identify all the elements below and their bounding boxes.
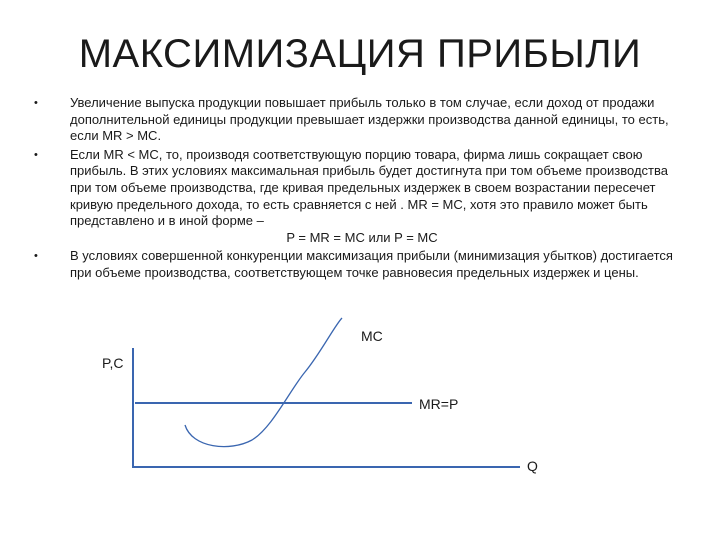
bullet-text: В условиях совершенной конкуренции максимизация прибыли (минимизация убытков) достигается при объеме производства, соответствующем точке равновесия предельных издержек и цены. <box>70 248 673 280</box>
bullet-dot-icon: • <box>34 250 38 263</box>
bullet-dot-icon: • <box>34 97 38 109</box>
bullet-text: Увеличение выпуска продукции повышает прибыль только в том случае, если доход от продажи дополнительной единицы продукции превышает издержки производства данной единицы, то есть, если MR > MC. <box>70 95 669 144</box>
bullet-list <box>34 95 684 284</box>
bullet-item <box>34 147 684 247</box>
x-axis-label: Q <box>527 458 538 474</box>
slide-title: МАКСИМИЗАЦИЯ ПРИБЫЛИ <box>78 32 642 76</box>
bullet-item <box>34 248 684 281</box>
bullet-dot-icon: • <box>34 148 38 161</box>
y-axis-label: P,C <box>102 355 124 371</box>
mr-label: MR=P <box>419 396 459 412</box>
bullet-item <box>34 95 684 145</box>
mc-label: MC <box>361 328 383 344</box>
bullet-text: Если MR < MC, то, производя соответствующую порцию товара, фирма лишь сокращает свою прибыль. В этих условиях максимальная прибыль будет достигнута при том объеме производства при том объеме производства, где кривая предельных издержек в своем возрастании пересечет кривую предельного дохода, то есть сравняется с ней . MR = MC, хотя это правило может быть представлено и в иной форме – <box>70 146 668 229</box>
mc-curve <box>185 318 342 447</box>
formula-line: P = MR = MC или P = MC <box>286 229 438 245</box>
